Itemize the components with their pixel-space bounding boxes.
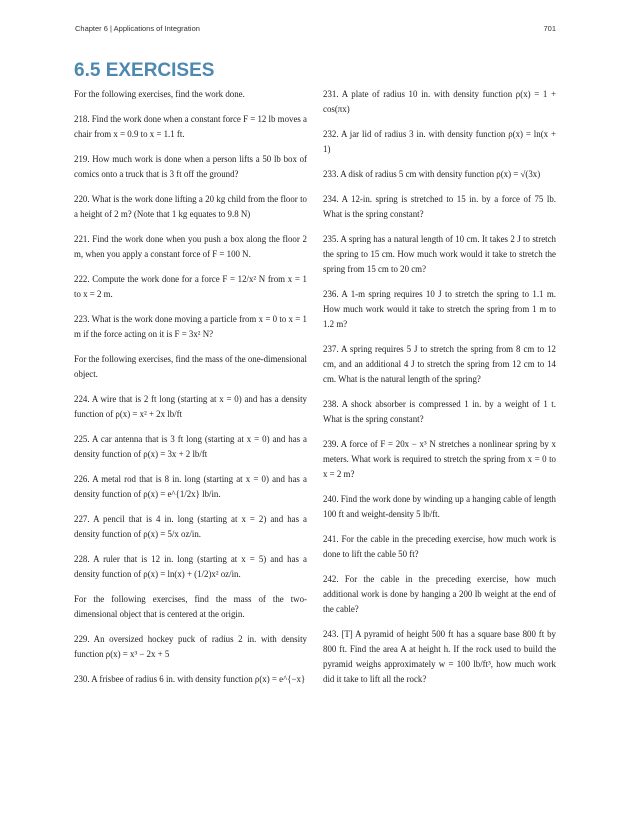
exercise-219: 219. How much work is done when a person lifts a 50 lb box of comics onto a truck that is 3 ft off the ground? — [74, 154, 307, 179]
exercise-238: 238. A shock absorber is compressed 1 in. by a weight of 1 t. What is the spring constant? — [323, 399, 556, 424]
left-column — [74, 87, 307, 697]
page-number: 701 — [543, 24, 556, 33]
exercise-240: 240. Find the work done by winding up a hanging cable of length 100 ft and weight-density 5 lb/ft. — [323, 494, 556, 519]
exercise-233: 233. A disk of radius 5 cm with density function ρ(x) = √(3x) — [323, 169, 541, 179]
exercise-227: 227. A pencil that is 4 in. long (starting at x = 2) and has a density function of ρ(x) = 5/x oz/in. — [74, 514, 307, 539]
exercise-234: 234. A 12-in. spring is stretched to 15 in. by a force of 75 lb. What is the spring constant? — [323, 194, 556, 219]
exercise-239: 239. A force of F = 20x − x³ N stretches a nonlinear spring by x meters. What work is required to stretch the spring from x = 0 to x = 2 m? — [323, 439, 556, 479]
exercise-229: 229. An oversized hockey puck of radius 2 in. with density function ρ(x) = x³ − 2x + 5 — [74, 634, 307, 659]
exercise-221: 221. Find the work done when you push a box along the floor 2 m, when you apply a constant force of F = 100 N. — [74, 234, 307, 259]
exercise-237: 237. A spring requires 5 J to stretch the spring from 8 cm to 12 cm, and an additional 4 J to stretch the spring from 12 cm to 14 cm. What is the natural length of the spring? — [323, 344, 556, 384]
exercise-241: 241. For the cable in the preceding exercise, how much work is done to lift the cable 50 ft? — [323, 534, 556, 559]
exercise-230: 230. A frisbee of radius 6 in. with density function ρ(x) = e^{−x} — [74, 674, 306, 684]
right-column — [323, 87, 556, 697]
exercise-225: 225. A car antenna that is 3 ft long (starting at x = 0) and has a density function of ρ(x) = 3x + 2 lb/ft — [74, 434, 307, 459]
exercise-236: 236. A 1-m spring requires 10 J to stretch the spring to 1.1 m. How much work would it take to stretch the spring from 1 m to 1.2 m? — [323, 289, 556, 329]
exercise-218: 218. Find the work done when a constant force F = 12 lb moves a chair from x = 0.9 to x = 1.1 ft. — [74, 114, 307, 139]
exercise-228: 228. A ruler that is 12 in. long (starting at x = 5) and has a density function of ρ(x) = ln(x) + (1/2)x² oz/in. — [74, 554, 307, 579]
exercise-224: 224. A wire that is 2 ft long (starting at x = 0) and has a density function of ρ(x) = x² + 2x lb/ft — [74, 394, 307, 419]
running-header-chapter: Chapter 6 | Applications of Integration — [75, 24, 200, 33]
instruction-mass-1d: For the following exercises, find the mass of the one-dimensional object. — [74, 354, 307, 379]
exercise-223: 223. What is the work done moving a particle from x = 0 to x = 1 m if the force acting on it is F = 3x² N? — [74, 314, 307, 339]
exercise-242: 242. For the cable in the preceding exercise, how much additional work is done by hanging a 200 lb weight at the end of the cable? — [323, 574, 556, 614]
exercise-243: 243. [T] A pyramid of height 500 ft has a square base 800 ft by 800 ft. Find the area A at height h. If the rock used to build the pyramid weighs approximately w = 100 lb/ft³, how much work did it take to lift all the rock? — [323, 629, 556, 684]
instruction-work: For the following exercises, find the work done. — [74, 89, 245, 99]
exercise-222: 222. Compute the work done for a force F = 12/x² N from x = 1 to x = 2 m. — [74, 274, 307, 299]
exercise-226: 226. A metal rod that is 8 in. long (starting at x = 0) and has a density function of ρ(x) = e^{1/2x} lb/in. — [74, 474, 307, 499]
instruction-mass-2d: For the following exercises, find the mass of the two-dimensional object that is centered at the origin. — [74, 594, 307, 619]
exercise-231: 231. A plate of radius 10 in. with density function ρ(x) = 1 + cos(πx) — [323, 89, 556, 114]
exercise-235: 235. A spring has a natural length of 10 cm. It takes 2 J to stretch the spring to 15 cm. How much work would it take to stretch the spring from 15 cm to 20 cm? — [323, 234, 556, 274]
exercise-220: 220. What is the work done lifting a 20 kg child from the floor to a height of 2 m? (Note that 1 kg equates to 9.8 N) — [74, 194, 307, 219]
section-title: 6.5 EXERCISES — [74, 60, 215, 81]
exercise-232: 232. A jar lid of radius 3 in. with density function ρ(x) = ln(x + 1) — [323, 129, 556, 154]
